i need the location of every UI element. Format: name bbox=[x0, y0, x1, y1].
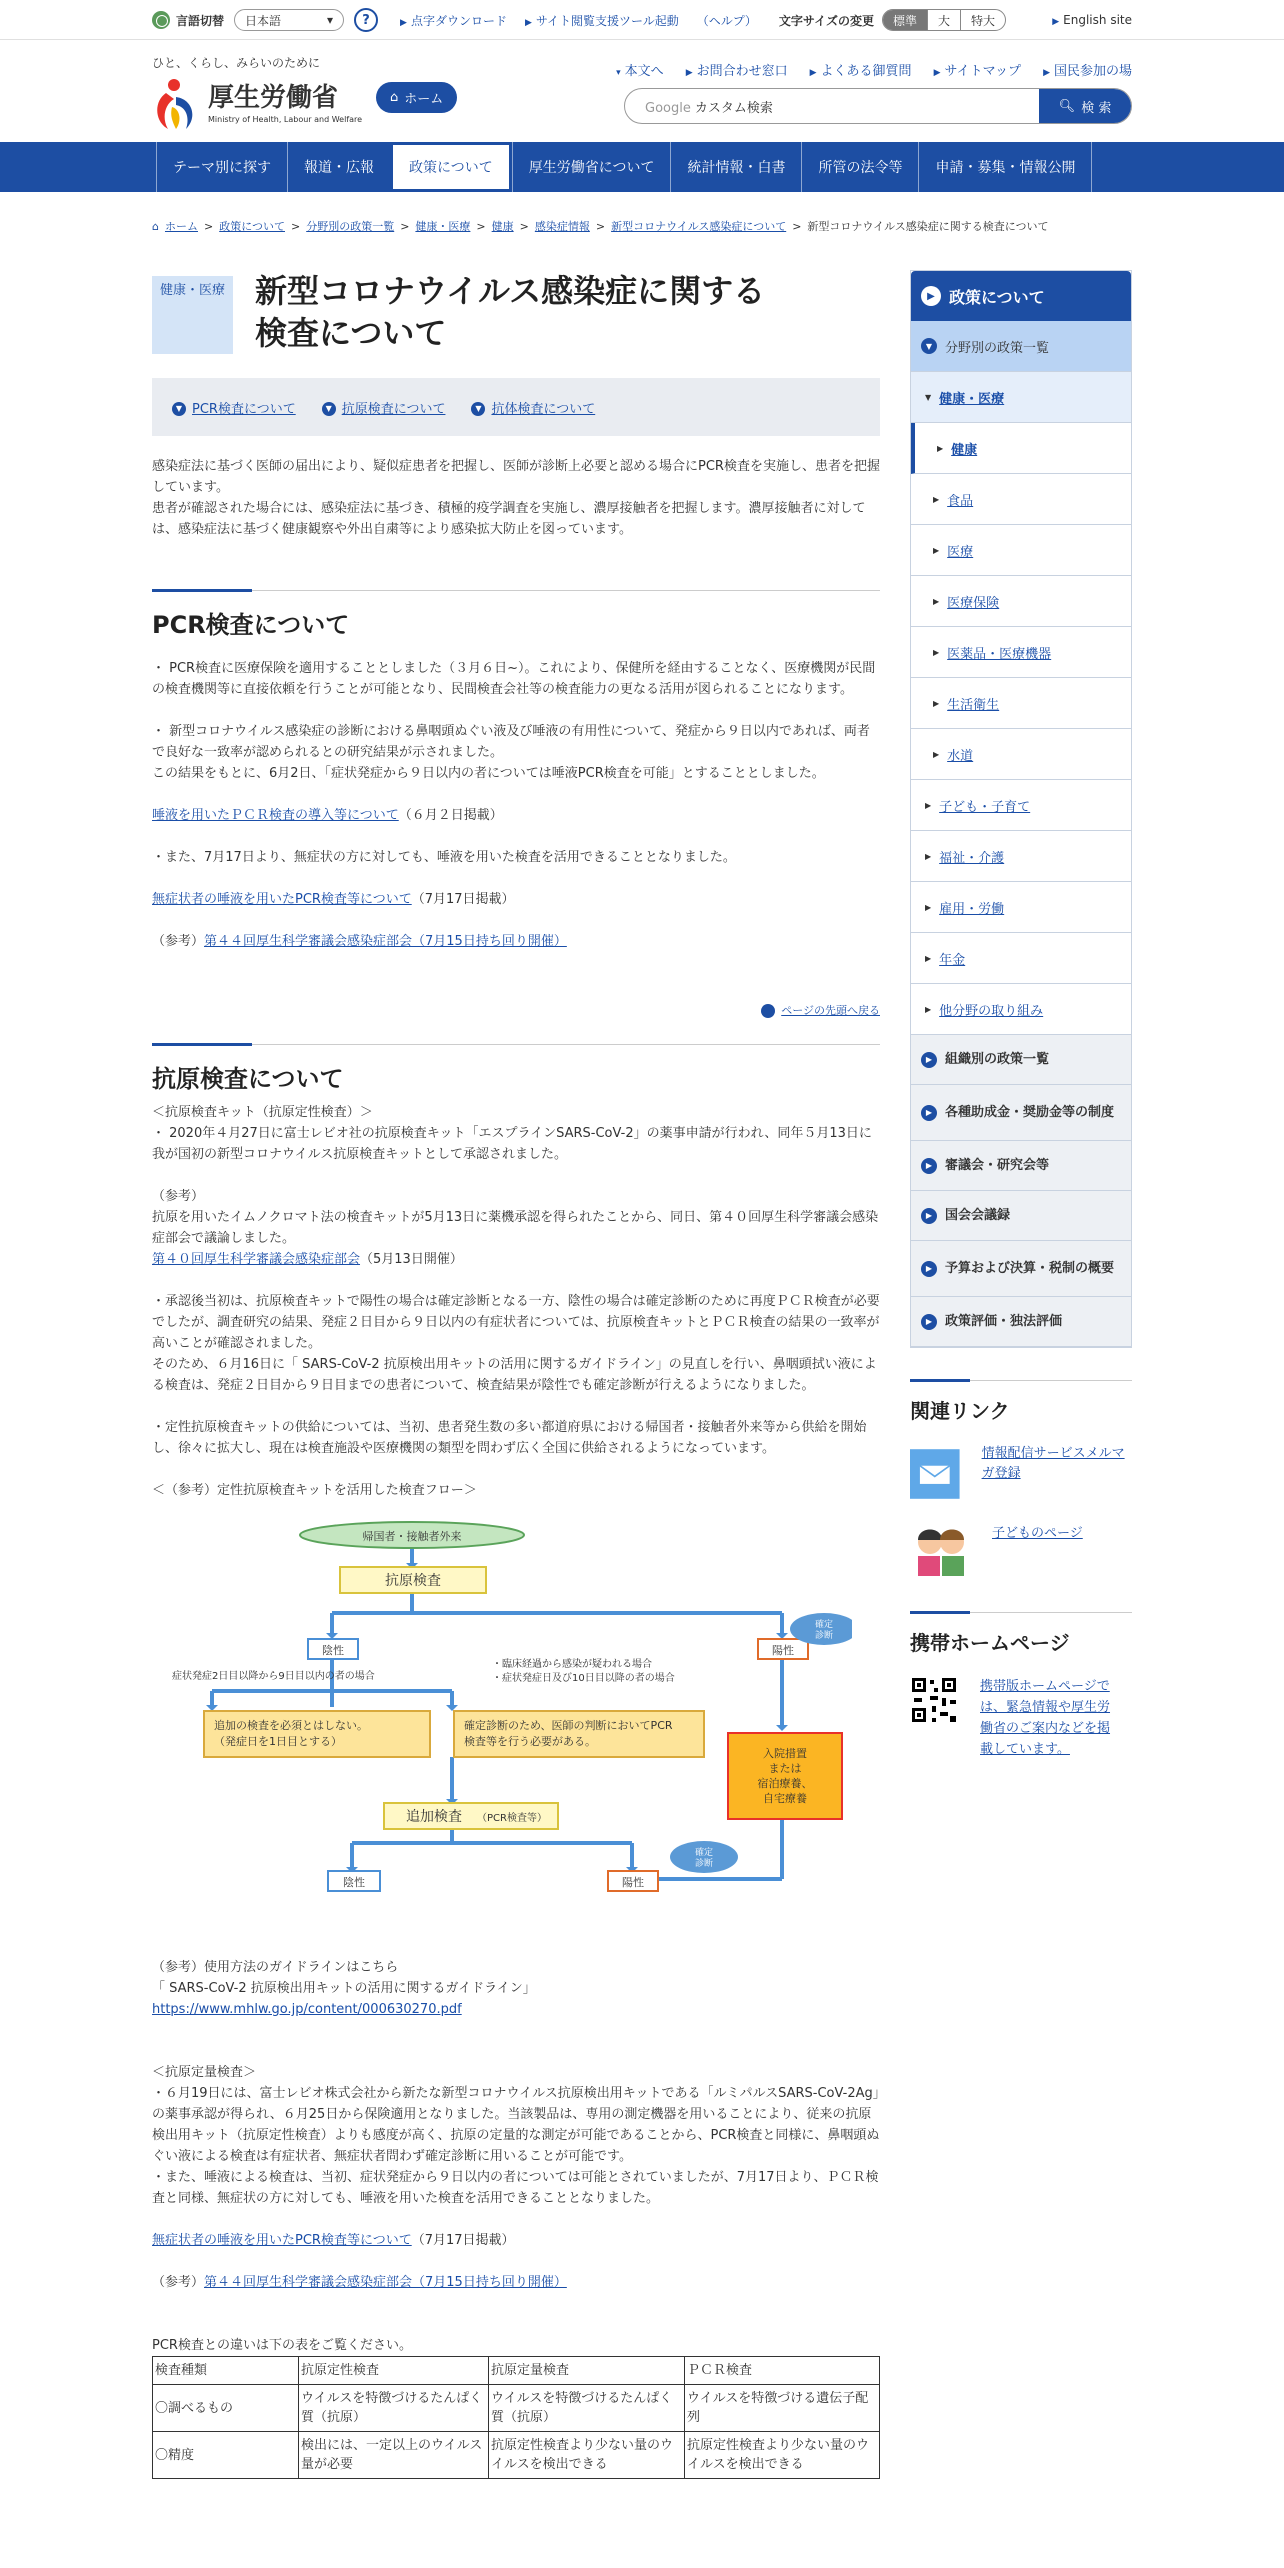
council-44-link[interactable]: 第４４回厚生科学審議会感染症部会（7月15日持ち回り開催） bbox=[204, 934, 567, 949]
triangle-icon: ▶ bbox=[933, 596, 940, 606]
anchor-links bbox=[152, 378, 880, 436]
anchor-antibody[interactable]: ▼ 抗体検査について bbox=[471, 398, 595, 417]
chevron-right-icon: ▶ bbox=[921, 1158, 937, 1174]
contact-link[interactable]: ▶ お問合わせ窓口 bbox=[685, 64, 788, 79]
global-nav bbox=[0, 142, 1284, 192]
chevron-down-icon: ▾ bbox=[616, 68, 621, 78]
triangle-icon: ▶ bbox=[1043, 68, 1050, 78]
flow-extra-test-sub: （PCR検査等） bbox=[477, 1813, 547, 1824]
flow-left-note: 症状発症2日目以降から9日目以内の者の場合 bbox=[172, 1671, 375, 1682]
triangle-icon: ▶ bbox=[400, 17, 407, 28]
triangle-icon: ▶ bbox=[925, 1004, 932, 1014]
sidebar-item-other[interactable]: ▶ 他分野の取り組み bbox=[911, 984, 1131, 1035]
flow-hospitalization-box bbox=[728, 1733, 842, 1819]
mail-icon bbox=[910, 1444, 960, 1504]
chevron-down-icon: ▼ bbox=[925, 392, 932, 402]
sidebar-item-employment[interactable]: ▶ 雇用・労働 bbox=[911, 882, 1131, 933]
font-size-large-button[interactable]: 大 bbox=[928, 10, 961, 30]
triangle-icon: ▶ bbox=[933, 749, 940, 759]
flow-mid-note-2: ・症状発症日及び10日目以降の者の場合 bbox=[492, 1673, 675, 1684]
sidebar-item-medical[interactable]: ▶ 医療 bbox=[911, 525, 1131, 576]
triangle-icon: ▶ bbox=[925, 851, 932, 861]
sidebar-health-medical[interactable]: ▼ 健康・医療 bbox=[911, 372, 1131, 423]
globe-icon bbox=[152, 11, 170, 29]
intro-text: 感染症法に基づく医師の届出により、疑似症患者を把握し、医師が診断上必要と認める場合にPCR検査を実施し、患者を把握しています。 患者が確認された場合には、感染症法に基づき、積極的疫学調査を実施し、濃厚接触者を把握します。濃厚接触者に対しては、感染症法に基づく健康観察や外出自粛等により感染拡大防止を図っています。 bbox=[152, 459, 880, 537]
table-row: 〇精度 検出には、一定以上のウイルス量が必要 抗原定性検査より少ない量のウイルスを検出できる 抗原定性検査より少ない量のウイルスを検出できる bbox=[153, 2432, 880, 2479]
chevron-right-icon: ▶ bbox=[921, 1105, 937, 1121]
sidebar-nav bbox=[910, 270, 1132, 1348]
guideline-pdf-link[interactable]: https://www.mhlw.go.jp/content/000630270.pdf bbox=[152, 2002, 462, 2017]
ministry-name: 厚生労働省 bbox=[208, 82, 339, 113]
skip-to-content-link[interactable]: ▾ 本文へ bbox=[616, 64, 664, 79]
triangle-icon: ▶ bbox=[933, 647, 940, 657]
language-select[interactable]: 日本語 ▾ bbox=[234, 9, 344, 31]
participation-link[interactable]: ▶ 国民参加の場 bbox=[1043, 64, 1132, 79]
search-icon: 🔍︎ bbox=[1058, 98, 1076, 114]
saliva-pcr-link[interactable]: 唾液を用いたＰＣＲ検査の導入等について bbox=[152, 808, 399, 823]
anchor-pcr[interactable]: ▼ PCR検査について bbox=[172, 398, 296, 417]
pcr-heading: PCR検査について bbox=[152, 590, 880, 640]
mobile-heading: 携帯ホームページ bbox=[910, 1612, 1132, 1656]
antigen-section: ＜抗原検査キット（抗原定性検査）＞ ・ 2020年４月27日に富士レビオ社の抗原検査キット「エスプラインSARS-CoV-2」の薬事申請が行われ、同年５月13日に我が国初の新型コロナウイルス抗原検査キットとして承認されました。 （参考） 抗原を用いたイムノクロマト法の検査キットが5月13日に薬機承認を得られたことから、同日、第４０回厚生科学審議会感染症部会で議論しました。 第４０回厚生科学審議会感染症部会（5月13日開催） ・承認後当初は、抗原検査キットで陽性の場合は確定診断となる一方、陰性の場合は確定診断のために再度ＰＣＲ検査が必要でしたが、調査研究の結果、発症２日目から９日以内の有症状者については、抗原検査キットとＰＣＲ検査の結果の一致率が高いことが確認されました。 そのため、６月16日に「 SARS-CoV-2 抗原検出用キットの活用に関するガイドライン」の見直しを行い、鼻咽頭拭い液による検査は、発症２日目から９日目までの患者について、検査結果が陰性でも確定診断が行えるようになりました。 ・定性抗原検査キットの供給については、当初、患者発生数の多い都道府県における帰国者・接触者外来等から供給を開始し、徐々に拡大し、現在は検査施設や医療機関の類型を問わず広く全国に供給されるようになっています。 ＜（参考）定性抗原検査キットを活用した検査フロー＞ bbox=[152, 1105, 880, 1498]
sidebar-item-food[interactable]: ▶ 食品 bbox=[911, 474, 1131, 525]
flow-no-extra-1: 追加の検査を必須とはしない。 bbox=[214, 1719, 368, 1732]
triangle-icon: ▶ bbox=[933, 68, 941, 78]
sidebar-policy-list[interactable]: ▼ 分野別の政策一覧 bbox=[911, 321, 1131, 372]
flow-need-pcr-1: 確定診断のため、医師の判断においてPCR bbox=[464, 1719, 673, 1732]
chevron-down-icon: ▾ bbox=[326, 13, 334, 27]
table-row: 検査種類 抗原定性検査 抗原定量検査 ＰＣＲ検査 bbox=[153, 2357, 880, 2385]
language-label: 言語切替 bbox=[176, 13, 225, 28]
site-logo[interactable] bbox=[152, 54, 362, 131]
antigen-heading: 抗原検査について bbox=[152, 1044, 880, 1094]
asymptomatic-saliva-link-2[interactable]: 無症状者の唾液を用いたPCR検査等について bbox=[152, 2233, 412, 2248]
breadcrumb-covid[interactable]: 新型コロナウイルス感染症について bbox=[611, 220, 787, 233]
svg-text:確定: 確定 bbox=[694, 1848, 714, 1858]
sidebar-councils[interactable]: ▶ 審議会・研究会等 bbox=[911, 1141, 1131, 1191]
site-header bbox=[0, 40, 1284, 142]
sidebar-item-insurance[interactable]: ▶ 医療保険 bbox=[911, 576, 1131, 627]
sidebar-item-pharma[interactable]: ▶ 医薬品・医療機器 bbox=[911, 627, 1131, 678]
flow-need-pcr-box bbox=[454, 1711, 704, 1757]
flow-confirm-label: 確定 bbox=[814, 1620, 834, 1630]
related-link-kids[interactable]: 子どものページ bbox=[910, 1518, 1132, 1578]
flow-extra-test-label: 追加検査 bbox=[406, 1809, 462, 1825]
chevron-right-icon: ▶ bbox=[921, 286, 941, 306]
chevron-right-icon: ▶ bbox=[921, 1261, 937, 1277]
sidebar-evaluation[interactable]: ▶ 政策評価・独法評価 bbox=[911, 1297, 1131, 1347]
flow-positive-label-2: 陽性 bbox=[622, 1876, 644, 1889]
category-badge: 健康・医療 bbox=[152, 276, 233, 354]
flow-start-label: 帰国者・接触者外来 bbox=[362, 1530, 462, 1543]
sidebar-item-water[interactable]: ▶ 水道 bbox=[911, 729, 1131, 780]
qr-code-icon bbox=[910, 1676, 958, 1724]
breadcrumb-health[interactable]: 健康 bbox=[491, 220, 514, 233]
sidebar-org-policies[interactable]: ▶ 組織別の政策一覧 bbox=[911, 1035, 1131, 1085]
kids-icon bbox=[910, 1518, 970, 1578]
gnav-applications[interactable]: 申請・募集・情報公開 bbox=[918, 142, 1092, 192]
gnav-laws[interactable]: 所管の法令等 bbox=[801, 142, 918, 192]
ministry-logo-icon bbox=[152, 77, 202, 131]
chevron-right-icon: ▶ bbox=[921, 1314, 937, 1330]
breadcrumb: ⌂ ホーム > 政策について > 分野別の政策一覧 > 健康・医療 > 健康 > 感染症情報 > 新型コロナウイルス感染症について > 新型コロナウイルス感染症に関する検査について bbox=[152, 219, 1049, 233]
main-content bbox=[152, 270, 880, 2479]
font-size-switcher: 文字サイズの変更 標準 大 特大 bbox=[779, 9, 1006, 31]
english-site-link[interactable]: ▶ English site bbox=[1052, 13, 1132, 27]
svg-text:宿泊療養、: 宿泊療養、 bbox=[757, 1777, 813, 1790]
council-40-link[interactable]: 第４０回厚生科学審議会感染症部会 bbox=[152, 1252, 361, 1267]
svg-text:診断: 診断 bbox=[814, 1631, 834, 1641]
search-button[interactable]: 🔍︎ 検 索 bbox=[1039, 88, 1131, 124]
arrow-up-icon bbox=[761, 1004, 775, 1018]
ministry-name-en: Ministry of Health, Labour and Welfare bbox=[208, 114, 363, 124]
utility-bar bbox=[0, 0, 1284, 40]
flow-no-extra-2: （発症日を1日目とする） bbox=[214, 1735, 342, 1748]
triangle-icon: ▶ bbox=[937, 443, 944, 453]
triangle-icon: ▶ bbox=[925, 953, 932, 963]
asymptomatic-saliva-link[interactable]: 無症状者の唾液を用いたPCR検査等について bbox=[152, 892, 412, 907]
sidebar-item-welfare[interactable]: ▶ 福祉・介護 bbox=[911, 831, 1131, 882]
chevron-right-icon: ▶ bbox=[921, 1208, 937, 1224]
gnav-statistics[interactable]: 統計情報・白書 bbox=[670, 142, 801, 192]
gnav-theme[interactable]: テーマ別に探す bbox=[156, 142, 287, 192]
council-44-link-2[interactable]: 第４４回厚生科学審議会感染症部会（7月15日持ち回り開催） bbox=[204, 2275, 567, 2290]
tagline: ひと、くらし、みらいのために bbox=[152, 56, 321, 70]
flow-antigen-label: 抗原検査 bbox=[385, 1573, 441, 1589]
chevron-right-icon: ▶ bbox=[921, 1052, 937, 1068]
breadcrumb-current: 新型コロナウイルス感染症に関する検査について bbox=[807, 220, 1049, 233]
triangle-icon: ▶ bbox=[685, 68, 693, 78]
triangle-icon: ▶ bbox=[925, 800, 932, 810]
accessibility-tool-link[interactable]: ▶ サイト閲覧支援ツール起動 bbox=[524, 13, 679, 28]
triangle-icon: ▶ bbox=[925, 902, 932, 912]
flow-positive-label: 陽性 bbox=[772, 1644, 794, 1657]
svg-text:自宅療養: 自宅療養 bbox=[763, 1792, 807, 1805]
comparison-table bbox=[152, 2356, 880, 2479]
related-link-mailmag[interactable]: 情報配信サービスメルマガ登録 bbox=[910, 1444, 1132, 1504]
house-icon: ⌂ bbox=[152, 219, 159, 233]
search-input[interactable]: Google カスタム検索 bbox=[645, 100, 773, 116]
related-links-heading: 関連リンク bbox=[910, 1380, 1132, 1424]
flow-no-extra-box bbox=[204, 1711, 430, 1757]
sidebar-item-health[interactable]: ▶ 健康 bbox=[911, 423, 1131, 474]
pcr-section: ・ PCR検査に医療保険を適用することとしました（３月６日~）。これにより、保健所を経由することなく、医療機関が民間の検査機関等に直接依頼を行うことが可能となり、民間検査会社等の検査能力の更なる活用が図られることになります。 ・ 新型コロナウイルス感染症の診断における鼻咽頭ぬぐい液及び唾液の有用性について、発症から９日以内であれば、両者で良好な一致率が認められるとの研究結果が示されました。 この結果をもとに、6月2日、「症状発症から９日以内の者については唾液PCR検査を可能」とすることとしました。 唾液を用いたＰＣＲ検査の導入等について（６月２日掲載） ・また、7月17日より、無症状の方に対しても、唾液を用いた検査を活用できることとなりました。 無症状者の唾液を用いたPCR検査等について（7月17日掲載） （参考）第４４回厚生科学審議会感染症部会（7月15日持ち回り開催） bbox=[152, 661, 876, 949]
font-size-xlarge-button[interactable]: 特大 bbox=[971, 13, 996, 28]
chevron-down-icon: ▼ bbox=[172, 402, 186, 416]
quantitative-section: ＜抗原定量検査＞ ・６月19日には、富士レビオ株式会社から新たな新型コロナウイルス抗原検出用キットである「ルミパルスSARS-CoV-2Ag」の薬事承認が得られ、６月25日から保険適用となりました。当該製品は、専用の測定機器を用いることにより、従来の抗原検出用キット（抗原定性検査）よりも感度が高く、抗原の定量的な測定が可能であることから、PCR検査と同様に、鼻咽頭ぬぐい液による検査は有症状者、無症状者問わず確定診断に用いることが可能です。 ・また、唾液による検査は、当初、症状発症から９日以内の者については可能とされていましたが、7月17日より、ＰＣＲ検査と同様、無症状の方に対しても、唾液を用いた検査を活用できることとなりました。 無症状者の唾液を用いたPCR検査等について（7月17日掲載） （参考）第４４回厚生科学審議会感染症部会（7月15日持ち回り開催） PCR検査との違いは下の表をご覧ください。 bbox=[152, 2065, 880, 2353]
help-link[interactable]: （ヘルプ） bbox=[696, 13, 757, 28]
sidebar-diet-records[interactable]: ▶ 国会会議録 bbox=[911, 1191, 1131, 1241]
search-box bbox=[624, 88, 1132, 124]
flow-negative-label-2: 陰性 bbox=[343, 1876, 365, 1889]
antigen-test-flow-diagram bbox=[152, 1511, 852, 1941]
breadcrumb-home[interactable]: ホーム bbox=[164, 220, 198, 233]
sitemap-link[interactable]: ▶ サイトマップ bbox=[933, 64, 1022, 79]
font-size-standard-button[interactable]: 標準 bbox=[883, 10, 928, 30]
faq-link[interactable]: ▶ よくある御質問 bbox=[809, 64, 912, 79]
page-title: 新型コロナウイルス感染症に関する 検査について bbox=[255, 272, 766, 352]
breadcrumb-policy-list[interactable]: 分野別の政策一覧 bbox=[306, 220, 395, 233]
sidebar-item-pension[interactable]: ▶ 年金 bbox=[911, 933, 1131, 984]
chevron-down-icon: ▼ bbox=[921, 338, 937, 354]
triangle-icon: ▶ bbox=[809, 68, 817, 78]
guideline-section: （参考）使用方法のガイドラインはこちら 「 SARS-CoV-2 抗原検出用キットの活用に関するガイドライン」 https://www.mhlw.go.jp/content/000630270.pdf bbox=[152, 1960, 536, 2017]
breadcrumb-infection[interactable]: 感染症情報 bbox=[534, 220, 590, 233]
gnav-policy[interactable]: 政策について bbox=[390, 142, 512, 192]
sidebar-item-children[interactable]: ▶ 子ども・子育て bbox=[911, 780, 1131, 831]
breadcrumb-health-medical[interactable]: 健康・医療 bbox=[415, 220, 471, 233]
mobile-site-link[interactable]: 携帯版ホームページでは、緊急情報や厚生労働省のご案内などを掲載しています。 bbox=[910, 1676, 1132, 1760]
triangle-icon: ▶ bbox=[524, 17, 532, 28]
table-row: 〇調べるもの ウイルスを特徴づけるたんぱく質（抗原） ウイルスを特徴づけるたんぱく質（抗原） ウイルスを特徴づける遺伝子配列 bbox=[153, 2385, 880, 2432]
home-button[interactable]: ⌂ ホーム bbox=[376, 82, 457, 113]
chevron-down-icon: ▼ bbox=[322, 402, 336, 416]
svg-text:診断: 診断 bbox=[694, 1859, 714, 1869]
triangle-icon: ▶ bbox=[1052, 17, 1060, 27]
svg-text:または: または bbox=[768, 1762, 802, 1775]
gnav-about[interactable]: 厚生労働省について bbox=[512, 142, 671, 192]
help-icon[interactable]: ? bbox=[354, 8, 378, 32]
braille-download-link[interactable]: ▶ 点字ダウンロード bbox=[400, 13, 507, 28]
flow-negative-label: 陰性 bbox=[322, 1644, 344, 1657]
chevron-down-icon: ▼ bbox=[471, 402, 485, 416]
back-to-top-link[interactable]: ページの先頭へ戻る bbox=[152, 1002, 880, 1018]
flow-need-pcr-2: 検査等を行う必要がある。 bbox=[464, 1735, 596, 1748]
sidebar-head[interactable]: ▶ 政策について bbox=[911, 271, 1131, 321]
anchor-antigen[interactable]: ▼ 抗原検査について bbox=[322, 398, 446, 417]
triangle-icon: ▶ bbox=[933, 494, 940, 504]
triangle-icon: ▶ bbox=[933, 698, 940, 708]
breadcrumb-policy[interactable]: 政策について bbox=[219, 220, 285, 233]
sidebar-item-hygiene[interactable]: ▶ 生活衛生 bbox=[911, 678, 1131, 729]
sidebar-budget[interactable]: ▶ 予算および決算・税制の概要 bbox=[911, 1241, 1131, 1297]
flow-hospitalization-label: 入院措置 bbox=[763, 1747, 807, 1760]
sidebar-subsidies[interactable]: ▶ 各種助成金・奨励金等の制度 bbox=[911, 1085, 1131, 1141]
triangle-icon: ▶ bbox=[933, 545, 940, 555]
flow-mid-note-1: ・臨床経過から感染が疑われる場合 bbox=[492, 1659, 652, 1670]
house-icon: ⌂ bbox=[390, 90, 399, 105]
sidebar bbox=[910, 270, 1132, 2479]
gnav-press[interactable]: 報道・広報 bbox=[287, 142, 390, 192]
